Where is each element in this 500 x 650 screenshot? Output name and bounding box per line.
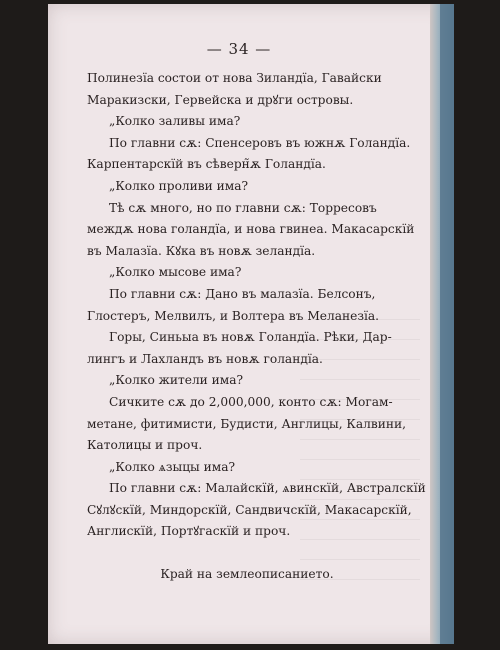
- text-line: По главни сѫ: Дано въ малазїа. Белсонъ,: [109, 286, 376, 301]
- text-line: въ Малазїа. Кꙋка въ новѫ зеландїа.: [87, 243, 316, 258]
- text-line: Маракизски, Гервейска и дрꙋги островы.: [87, 92, 354, 107]
- question-line: „Колко мысове има?: [109, 265, 242, 280]
- text-line: Глостеръ, Мелвилъ, и Волтера въ Меланезїа.: [87, 308, 380, 323]
- text-line: лингъ и Лахландъ въ новѫ голандїа.: [87, 351, 323, 366]
- text-line: Карпентарскїй въ сѣверн̃ѫ Голандїа.: [87, 157, 326, 172]
- question-line: „Колко проливи има?: [109, 178, 249, 193]
- text-line: междѫ нова голандїа, и нова гвинеа. Макасарскїй: [87, 222, 415, 237]
- question-line: „Колко заливы има?: [109, 114, 241, 129]
- page-text: [87, 68, 426, 586]
- text-line: Англискїй, Портꙋгаскїй и проч.: [87, 524, 291, 539]
- page-number: — 34 —: [206, 40, 272, 58]
- text-line: По главни сѫ: Малайскїй, ѧвинскїй, Австралскїй: [109, 481, 426, 496]
- text-line: Полинезїа состои от нова Зиландїа, Гавайски: [87, 71, 382, 85]
- text-line: По главни сѫ: Спенсеровъ въ южнѫ Голандїа.: [109, 135, 411, 150]
- text-line: метане, фитимисти, Будисти, Англицы, Калвини,: [87, 416, 406, 431]
- closing-line: Край на землеописанието.: [160, 567, 334, 582]
- question-line: „Колко жители има?: [109, 373, 244, 388]
- text-line: Тѣ сѫ много, но по главни сѫ: Торресовъ: [109, 200, 377, 215]
- spacer: [87, 543, 407, 564]
- text-line: Горы, Синьыа въ новѫ Голандїа. Рѣки, Дар-: [109, 330, 392, 345]
- text-line: Сꙋлꙋскїй, Миндорскїй, Сандвичскїй, Макасарскїй,: [87, 502, 412, 517]
- question-line: „Колко ѧзыцы има?: [109, 459, 236, 474]
- text-line: Сичките сѫ до 2,000,000, конто сѫ: Могам-: [109, 394, 393, 409]
- text-line: Католицы и проч.: [87, 438, 203, 453]
- book-cover-edge: [440, 4, 454, 644]
